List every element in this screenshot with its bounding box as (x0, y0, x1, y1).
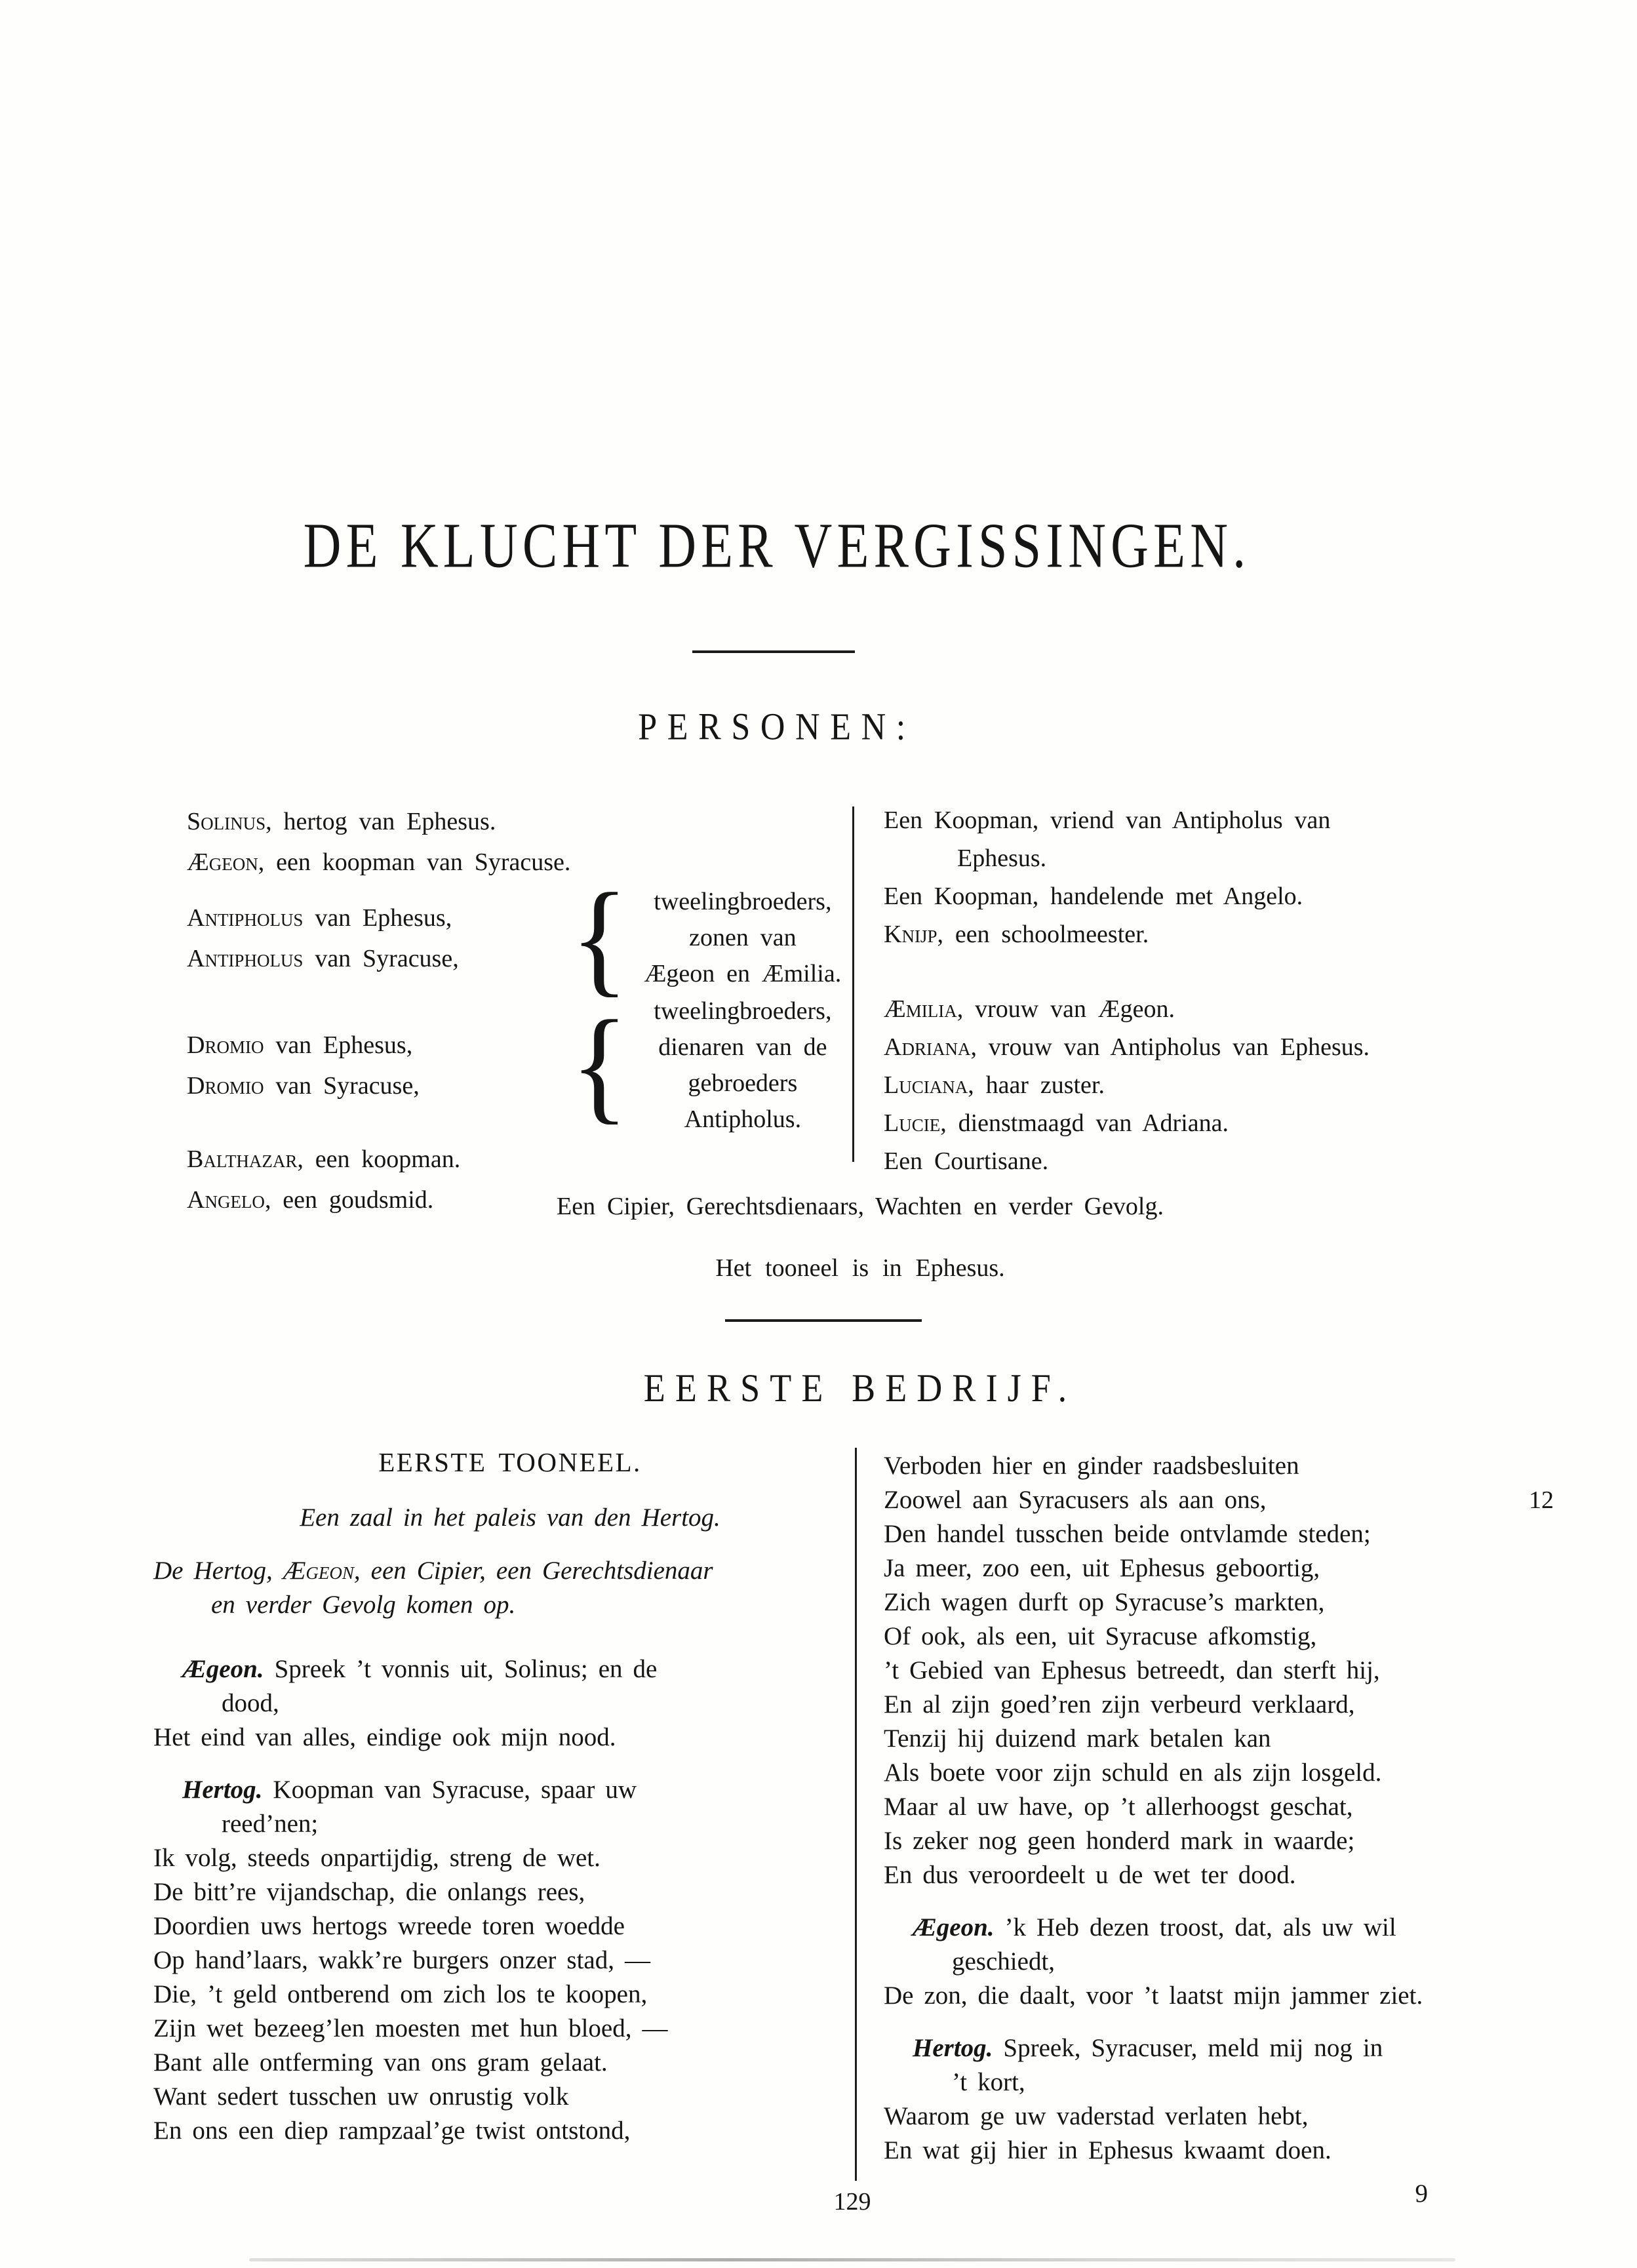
stage-direction-name: Ægeon (283, 1557, 354, 1585)
speech-line (153, 1652, 840, 1686)
verse-line: Als boete voor zijn schuld en als zijn losgeld. (884, 1759, 1382, 1787)
speech-text: ’k Heb dezen troost, dat, als uw wil (1004, 1913, 1396, 1941)
character-name: Balthazar (187, 1145, 298, 1173)
character-name: Solinus (187, 808, 266, 835)
cast-group-description (638, 884, 848, 992)
verse-continuation: dood, (222, 1689, 279, 1717)
character-name: Lucie (884, 1109, 941, 1137)
character-description: van Ephesus, (264, 1031, 413, 1059)
character-description: van Syracuse, (303, 944, 459, 972)
cast-brace: { (570, 994, 629, 1136)
speech-line (153, 1773, 840, 1807)
cast-line (884, 915, 1559, 953)
cast-line (187, 1139, 848, 1180)
cast-group-desc-line: zonen van (689, 924, 797, 951)
speech-text: Spreek, Syracuser, meld mij nog in (1003, 2034, 1383, 2062)
character-description: , haar zuster. (968, 1071, 1105, 1099)
verse-line: En ons een diep rampzaal’ge twist ontstond, (153, 2117, 631, 2145)
verse-line: ’t Gebied van Ephesus betreedt, dan sterft hij, (884, 1656, 1380, 1684)
character-name: Ægeon (187, 848, 258, 876)
character-name: Antipholus (187, 904, 304, 932)
character-description: , hertog van Ephesus. (266, 808, 496, 835)
verse-line: En al zijn goed’ren zijn verbeurd verklaard, (884, 1690, 1355, 1719)
cast-group-names (187, 1025, 570, 1106)
character-name: Dromio (187, 1031, 264, 1059)
cast-list-gap (884, 953, 1559, 990)
verse-line-number: 12 (1529, 1486, 1554, 1514)
verse-line: Zich wagen durft op Syracuse’s markten, (884, 1588, 1325, 1616)
character-description: , vrouw van Ægeon. (957, 995, 1175, 1023)
verse-line: Verboden hier en ginder raadsbesluiten (884, 1452, 1299, 1480)
verse-line: Den handel tusschen beide ontvlamde steden; (884, 1520, 1371, 1548)
verse-line: En wat gij hier in Ephesus kwaamt doen. (884, 2136, 1331, 2164)
character-name: Adriana (884, 1033, 971, 1061)
play-setting-line: Het tooneel is in Ephesus. (715, 1254, 1005, 1282)
stage-direction (153, 1554, 840, 1588)
cast-group-desc-line: tweelingbroeders, (654, 888, 832, 915)
cast-line (187, 801, 848, 842)
verse-line: Tenzij hij duizend mark betalen kan (884, 1724, 1271, 1753)
cast-list-right (884, 801, 1559, 1180)
speech-line (884, 2031, 1563, 2065)
character-name: Angelo (187, 1186, 265, 1214)
verse-line: De zon, die daalt, voor ’t laatst mijn jammer ziet. (884, 1981, 1423, 2010)
verse-line: Waarom ge uw vaderstad verlaten hebt, (884, 2102, 1309, 2130)
speaker-name: Hertog. (913, 2034, 993, 2062)
scene-heading: EERSTE TOONEEL. (378, 1447, 642, 1477)
text-column-right (884, 1449, 1563, 2211)
text-column-divider (855, 1448, 857, 2181)
verse-line-numbered (884, 1483, 1563, 1517)
cast-group-desc-line: gebroeders Antipholus. (684, 1069, 802, 1133)
character-name: Knijp (884, 921, 937, 948)
cast-line-continuation: Ephesus. (957, 845, 1047, 872)
cast-list-heading: PERSONEN: (638, 706, 916, 748)
cast-group-desc-line: Ægeon en Æmilia. (644, 960, 842, 987)
verse-line: Zijn wet bezeeg’len moesten met hun bloed, — (153, 2014, 668, 2042)
speech-line (884, 1911, 1563, 1945)
verse-line: Ja meer, zoo een, uit Ephesus geboortig, (884, 1554, 1320, 1582)
verse-line: Op hand’laars, wakk’re burgers onzer stad, — (153, 1946, 650, 1974)
cast-group-desc-line: tweelingbroeders, (654, 997, 832, 1025)
cast-line (187, 1025, 570, 1065)
stage-direction-continuation: en verder Gevolg komen op. (211, 1591, 516, 1619)
verse-line: Want sedert tusschen uw onrustig volk (153, 2082, 569, 2111)
act-heading: EERSTE BEDRIJF. (643, 1366, 1077, 1410)
cast-line (884, 1104, 1559, 1142)
cast-group-antipholus (187, 867, 848, 1008)
verse-line: Ik volg, steeds onpartijdig, streng de wet. (153, 1844, 601, 1872)
verse-line: Het eind van alles, eindige ook mijn nood. (153, 1723, 616, 1751)
cast-line (187, 898, 570, 938)
speaker-name: Ægeon. (913, 1913, 995, 1941)
cast-group-names (187, 898, 570, 979)
act-divider-rule (725, 1319, 922, 1322)
speaker-name: Ægeon. (182, 1655, 264, 1683)
verse-text: Zoowel aan Syracusers als aan ons, (884, 1486, 1267, 1514)
cast-line (884, 1066, 1559, 1104)
verse-line: Die, ’t geld ontberend om zich los te koopen, (153, 1980, 648, 2008)
verse-line: En dus veroordeelt u de wet ter dood. (884, 1861, 1296, 1889)
scan-edge-artifact (249, 2258, 1455, 2261)
verse-line: Bant alle ontferming van ons gram gelaat. (153, 2048, 608, 2077)
cast-line: Een Koopman, vriend van Antipholus van (884, 806, 1331, 834)
page-title: DE KLUCHT DER VERGISSINGEN. (303, 511, 1251, 582)
character-name: Æmilia (884, 995, 957, 1023)
cast-line (884, 990, 1559, 1028)
printer-signature-mark: 9 (1415, 2179, 1428, 2208)
character-description: , een koopman van Syracuse. (258, 848, 571, 876)
verse-line: Doordien uws hertogs wreede toren woedde (153, 1912, 625, 1940)
character-description: , dienstmaagd van Adriana. (940, 1109, 1229, 1137)
speech-text: Koopman van Syracuse, spaar uw (273, 1776, 637, 1804)
stage-direction-text: , een Cipier, een Gerechtsdienaar (353, 1557, 713, 1585)
cast-group-dromio (187, 993, 848, 1138)
verse-line: De bitt’re vijandschap, die onlangs rees, (153, 1878, 585, 1906)
verse-line: Is zeker nog geen honderd mark in waarde; (884, 1827, 1355, 1855)
title-divider-rule (692, 650, 855, 653)
cast-list-left (187, 801, 848, 1220)
verse-line: Maar al uw have, op ’t allerhoogst geschat, (884, 1793, 1353, 1821)
cast-brace: { (570, 867, 629, 1008)
cast-line (187, 1065, 570, 1106)
character-name: Dromio (187, 1072, 264, 1100)
page-number: 129 (833, 2188, 871, 2216)
character-description: van Syracuse, (264, 1072, 420, 1100)
scene-setting: Een zaal in het paleis van den Hertog. (300, 1503, 720, 1532)
character-description: , een schoolmeester. (937, 921, 1149, 948)
verse-continuation: ’t kort, (952, 2068, 1025, 2096)
character-description: , een koopman. (297, 1145, 461, 1173)
character-description: van Ephesus, (303, 904, 452, 932)
verse-continuation: reed’nen; (222, 1810, 319, 1838)
cast-line: Een Courtisane. (884, 1147, 1049, 1175)
character-description: , vrouw van Antipholus van Ephesus. (970, 1033, 1370, 1061)
stage-direction-text: De Hertog, (153, 1557, 283, 1585)
cast-group-desc-line: dienaren van de (658, 1033, 827, 1061)
text-column-left (153, 1446, 840, 2148)
speaker-name: Hertog. (182, 1776, 263, 1804)
character-name: Antipholus (187, 944, 304, 972)
cast-line (187, 842, 848, 883)
character-name: Luciana (884, 1071, 968, 1099)
cast-column-divider (852, 806, 854, 1162)
verse-continuation: geschiedt, (952, 1947, 1055, 1976)
cast-line (187, 938, 570, 979)
cast-line: Een Koopman, handelende met Angelo. (884, 883, 1303, 910)
speech-text: Spreek ’t vonnis uit, Solinus; en de (274, 1655, 658, 1683)
verse-line: Of ook, als een, uit Syracuse afkomstig, (884, 1622, 1317, 1650)
cast-group-description (638, 993, 848, 1138)
cast-extras-line: Een Cipier, Gerechtsdienaars, Wachten en verder Gevolg. (557, 1193, 1164, 1220)
cast-line (884, 1028, 1559, 1066)
character-description: , een goudsmid. (264, 1186, 434, 1214)
